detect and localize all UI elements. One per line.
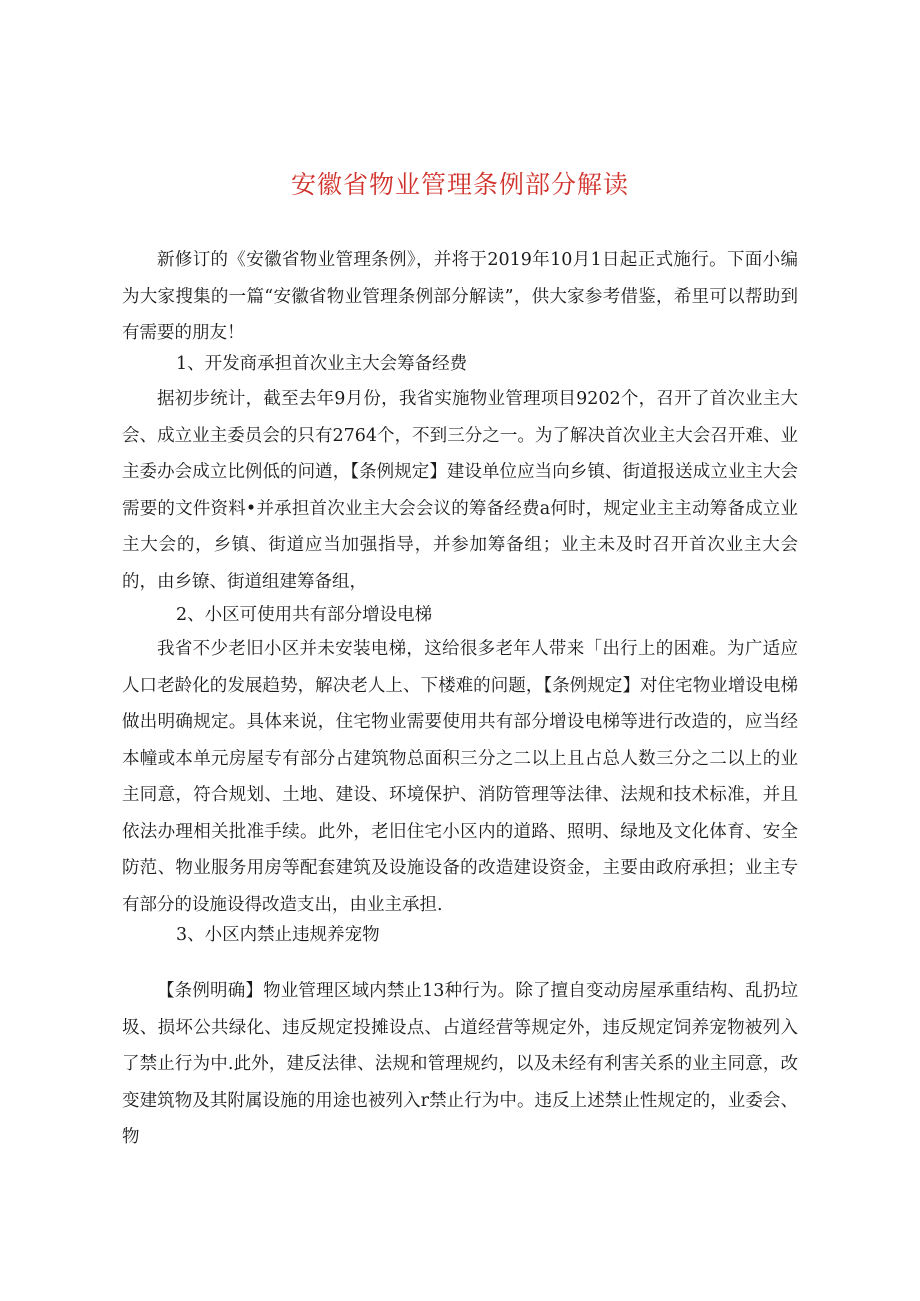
section-2-heading: 2、小区可使用共有部分增设电梯 xyxy=(176,605,433,625)
section-1-body: 据初步统计，截至去年9月份，我省实施物业管理项目9202个，召开了首次业主大会、成立业主委员会的只有2764个，不到三分之一。为了解决首次业主大会召开难、业主委办会成立比例低的问遒，【条例规定】建设单位应当向乡镇、街道报送成立业主大会需要的文件资料•并承担首次业主大会会议的筹备经费a何时，规定业主主动筹备成立业主大会的，乡镇、街道应当加强指导，并参加筹备组；业主未及时召开首次业主大会的，由乡镣、街道组建筹备组， xyxy=(122,389,798,592)
section-1-heading: 1、开发商承担首次业主大会筹备经费 xyxy=(176,354,468,374)
section-3-heading: 3、小区内禁止违规养宠物 xyxy=(176,925,380,945)
section-2-body: 我省不少老旧小区并未安装电梯，这给很多老年人带来「出行上的困难。为广适应人口老龄化的发展趋势，解决老人上、下楼难的问题，【条例规定】对住宅物业增设电梯做出明确规定。具体来说，住宅物业需要使用共有部分增设电梯等进行改造的，应当经本幢或本单元房屋专有部分占建筑物总面积三分之二以上且占总人数三分之二以上的业主同意，符合规划、土地、建设、环境保护、消防管理等法律、法规和技术标准，并且依法办理相关批准手续。此外，老旧住宅小区内的道路、照明、绿地及文化体育、安全防范、物业服务用房等配套建筑及设施设备的改造建设资金，主要由政府承担；业主专有部分的设施设得改造支出，由业主承担. xyxy=(122,639,798,915)
intro-paragraph: 新修订的《安徽省物业管理条例》，并将于2019年10月1日起正式施行。下面小编为大家搜集的一篇“安徽省物业管理条例部分解读”，供大家参考借鉴，希里可以帮助到有需要的朋友！ xyxy=(122,250,798,343)
document-title: 安徽省物业管理条例部分解读 xyxy=(290,170,629,199)
section-3-body: 【条例明确】物业管理区域内禁止13种行为。除了擅自变动房屋承重结构、乱扔垃圾、损坏公共绿化、违反规定投摊设点、占道经营等规定外，违反规定饲养宠物被列入了禁止行为中.此外，建反法律、法规和管理规约，以及未经有利害关系的业主同意，改变建筑物及其附属设施的用途也被列入r禁止行为中。违反上述禁止性规定的，业委会、物 xyxy=(122,981,798,1147)
